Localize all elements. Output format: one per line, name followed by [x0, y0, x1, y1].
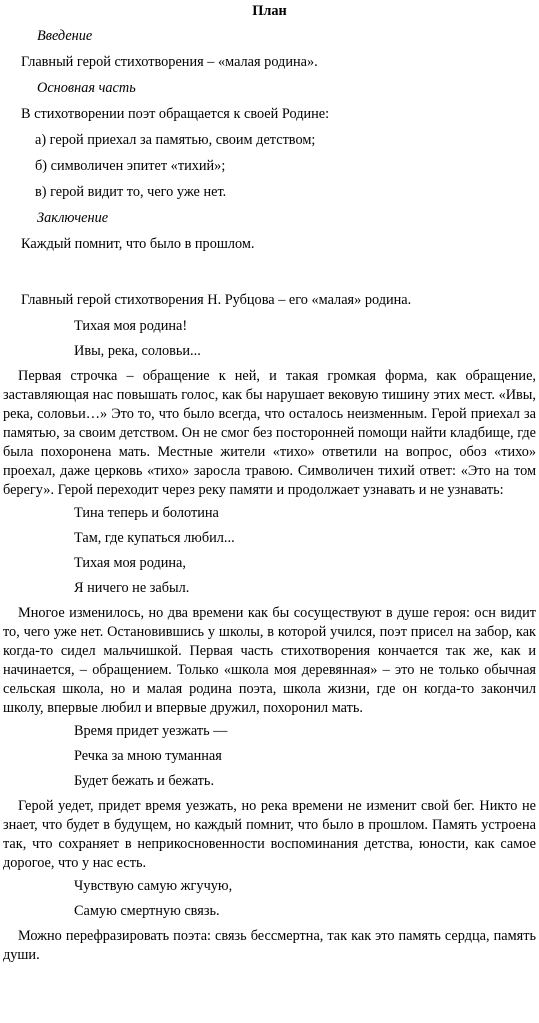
plan-conclusion-text: Каждый помнит, что было в прошлом. [21, 236, 255, 252]
verse-line: Будет бежать и бежать. [74, 773, 215, 789]
page-title: План [252, 3, 287, 19]
verse-line: Время придет уезжать — [74, 723, 228, 739]
section-gap [3, 261, 536, 291]
plan-item: б) символичен эпитет «тихий»; [35, 158, 226, 174]
verse-line: Речка за мною туманная [74, 748, 222, 764]
plan-intro-text: Главный герой стихотворения – «малая родина». [21, 54, 318, 70]
essay-opening: Главный герой стихотворения Н. Рубцова – его «малая» родина. [21, 292, 412, 308]
verse-line: Ивы, река, соловьи... [74, 343, 201, 359]
plan-main-text: В стихотворении поэт обращается к своей Родине: [21, 106, 330, 122]
plan-item: в) герой видит то, чего уже нет. [35, 184, 227, 200]
verse-line: Тихая моя родина! [74, 318, 188, 334]
plan-item: а) герой приехал за памятью, своим детством; [35, 132, 316, 148]
plan-conclusion-heading: Заключение [37, 210, 109, 226]
verse-line: Я ничего не забыл. [74, 580, 190, 596]
essay-paragraph: Можно перефразировать поэта: связь бессмертна, так как это память сердца, память души. [3, 928, 536, 963]
verse-line: Тина теперь и болотина [74, 505, 219, 521]
verse-line: Чувствую самую жгучую, [74, 878, 233, 894]
document-page [0, 2, 539, 1023]
verse-line: Самую смертную связь. [74, 903, 220, 919]
essay-paragraph: Герой уедет, придет время уезжать, но река времени не изменит свой бег. Никто не знает, что будет в будущем, но каждый помнит, что было в прошлом. Память устроена так, что сохраняет в неприкосновенности воспоминания детства, юности, как самое дорогое, что у нас есть. [3, 798, 536, 871]
verse-line: Тихая моя родина, [74, 555, 186, 571]
essay-paragraph: Многое изменилось, но два времени как бы сосуществуют в душе героя: осн видит то, чего уже нет. Остановившись у школы, в которой учился, поэт присел на забор, как когда-то сидел мальчишкой. Первая часть стихотворения кончается так же, как и начинается, – обращением. Только «школа моя деревянная» – это не только обычная сельская школа, но и малая родина поэта, школа жизни, где он когда-то закончил школу, впервые любил и впервые дружил, похоронил мать. [3, 605, 536, 716]
essay-paragraph: Первая строчка – обращение к ней, и такая громкая форма, как обращение, заставляющая нас повышать голос, как бы нарушает вековую тишину этих мест. «Ивы, река, соловьи…» Это то, что было всегда, что осталось неизменным. Герой приехал за памятью, за своим детством. Он не смог без посторонней помощи найти кладбище, где была похоронена мать. Местные жители «тихо» ответили на вопрос, обоз «тихо» проехал, даже церковь «тихо» заросла травою. Символичен тихий ответ: «Это на том берегу». Герой переходит через реку памяти и продолжает узнавать и не узнавать: [3, 368, 536, 498]
verse-line: Там, где купаться любил... [74, 530, 235, 546]
plan-intro-heading: Введение [37, 28, 93, 44]
plan-main-heading: Основная часть [37, 80, 136, 96]
